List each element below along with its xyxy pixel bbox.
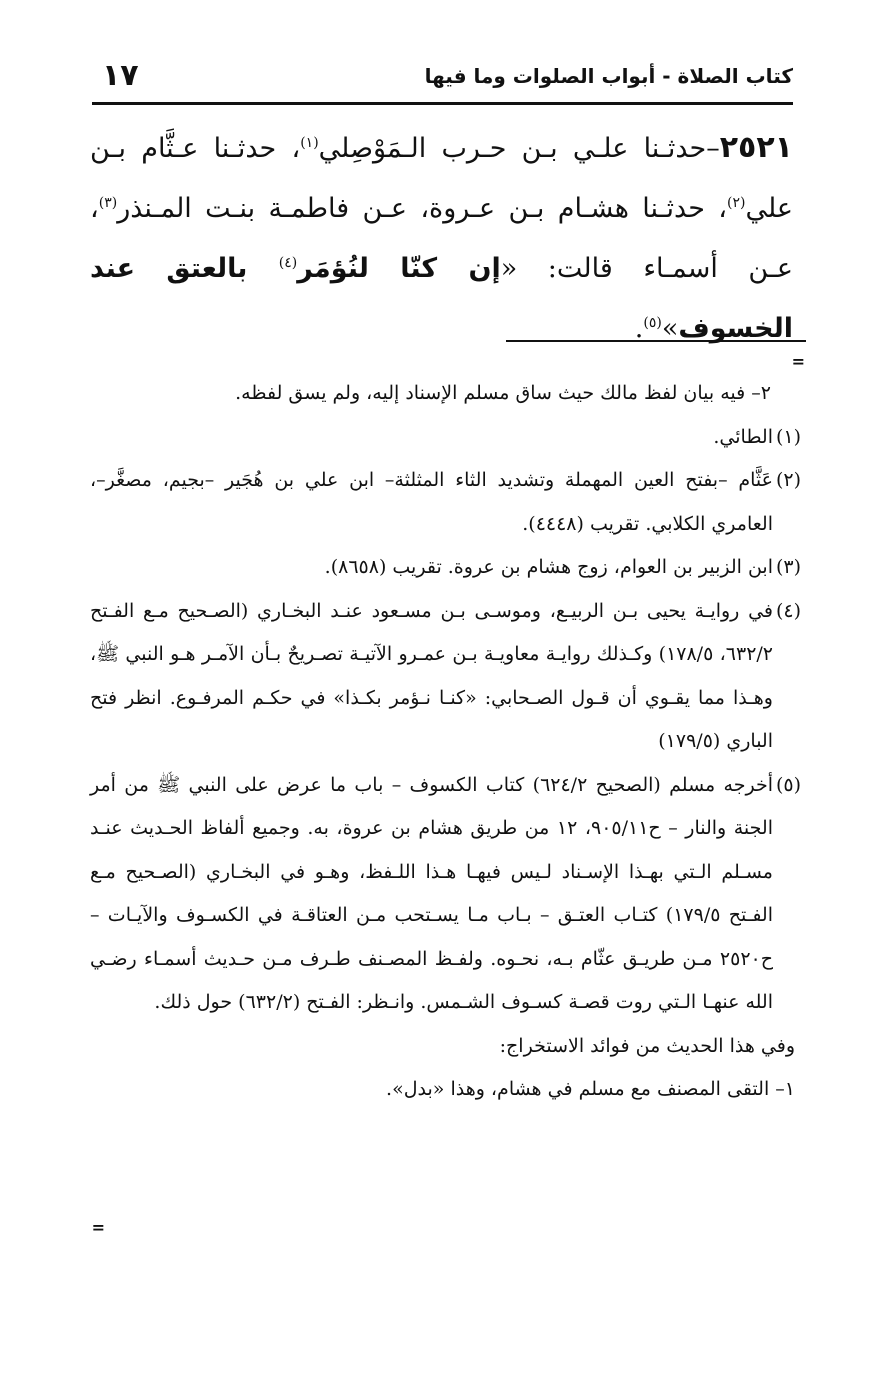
footnote-label: (٥): [775, 773, 801, 796]
footnote-text: أخرجه مسلم (الصحيح ٦٢٤/٢) كتاب الكسوف – باب ما عرض على النبي ﷺ من أمر الجنة والنار – ح٩٠٥/١١، ١٢ من طريق هشام بن عروة، به. وجميع ألفاظ الحـديث عنـد مسـلم الـتي بهـذا الإسـناد لـيس فيهـا هـذا اللـفظ، وهـو في البخـاري (الصـحيح مـع الفـتح ١٧٩/٥) كتـاب العتـق – بـاب مـا يسـتحب مـن العتاقـة في الكسـوف والآيـات – ح٢٥٢٠ مـن طريـق عثّام بـه، نحـوه. ولفـظ المصـنف طـرف مـن حـديث أسمـاء رضـي الله عنهـا الـتي روت قصـة كسـوف الشـمس. وانـظر: الفـتح (٦٣٢/٢) حول ذلك.: [90, 773, 774, 1013]
running-title: كتاب الصلاة - أبواب الصلوات وما فيها: [424, 64, 793, 88]
hadith-paragraph: [90, 118, 793, 359]
matn-text: بالعتق عند الخسوف: [90, 253, 793, 344]
footnote-ref: (٤): [278, 255, 298, 271]
page-header: [92, 60, 793, 100]
footnote-2: [90, 459, 801, 546]
footnote-ref: (٥): [643, 315, 662, 331]
matn-text: إن كنّا لنُؤمَر: [297, 253, 501, 284]
footnote-text: في روايـة يحيى بـن الربيـع، وموسـى بـن مسـعود عنـد البخـاري (الصـحيح مـع الفـتح ٦٣٢/٢، ١٧٨/٥) وكـذلك روايـة معاويـة بـن عمـرو الآتيـة تصـريحٌ بـأن الآمـر هـو النبي ﷺ، وهـذا مما يقـوي أن قـول الصـحابي: «كنـا نـؤمر بكـذا» في حكـم المرفـوع. انظر فتح الباري (١٧٩/٥): [90, 599, 774, 752]
benefit-item: ١– التقى المصنف مع مسلم في هشام، وهذا «بدل».: [386, 1078, 795, 1100]
footnote-text: الطائي.: [713, 425, 773, 448]
footnote-ref: (٢): [726, 195, 746, 211]
footnote-label: (١): [775, 425, 801, 448]
footnote-text: ابن الزبير بن العوام، زوج هشام بن عروة. تقريب (٨٦٥٨).: [324, 556, 773, 578]
continuation-mark: =: [791, 352, 805, 371]
footnotes: [90, 372, 801, 1112]
footnote-ref: (١): [300, 135, 319, 151]
page-number: ١٧: [102, 58, 139, 93]
hadith-text: [90, 118, 793, 359]
isnad-part: –حدثـنا علـي بـن حـرب الـمَوْصِلي: [318, 133, 720, 164]
isnad-part: ، عـن أسمـاء قالت: «: [90, 193, 793, 284]
hadith-number: ٢٥٢١: [719, 130, 793, 165]
footnote-3: [90, 546, 801, 590]
footnote-carryover: ٢– فيه بيان لفظ مالك حيث ساق مسلم الإسناد إليه، ولم يسق لفظه.: [235, 382, 771, 404]
footnote-ref: (٣): [98, 195, 118, 211]
hadith-end: .: [634, 313, 644, 344]
footnote-separator: [506, 340, 806, 342]
footnote-text: عَثَّام –بفتح العين المهملة وتشديد الثاء المثلثة– ابن علي بن هُجَير –بجيم، مصغَّر–، العامري الكلابي. تقريب (٤٤٤٨).: [90, 469, 773, 535]
footnote-1: [90, 416, 801, 460]
isnad-part: ، حدثـنا هشـام بـن عـروة، عـن فاطمـة بنـت المـنذر: [117, 193, 727, 224]
footnote-label: (٤): [775, 599, 801, 622]
footnote-label: (٣): [775, 556, 801, 578]
header-rule: [92, 102, 793, 105]
footnote-label: (٢): [775, 469, 801, 491]
benefits-intro: وفي هذا الحديث من فوائد الاستخراج:: [499, 1034, 795, 1057]
footnote-5: [90, 764, 801, 1025]
footnote-4: [90, 590, 801, 764]
isnad-part: ، حدثـنا عـثَّام بـن علي: [90, 133, 793, 224]
closing-quote: »: [661, 313, 679, 344]
continuation-mark: =: [91, 1218, 105, 1237]
